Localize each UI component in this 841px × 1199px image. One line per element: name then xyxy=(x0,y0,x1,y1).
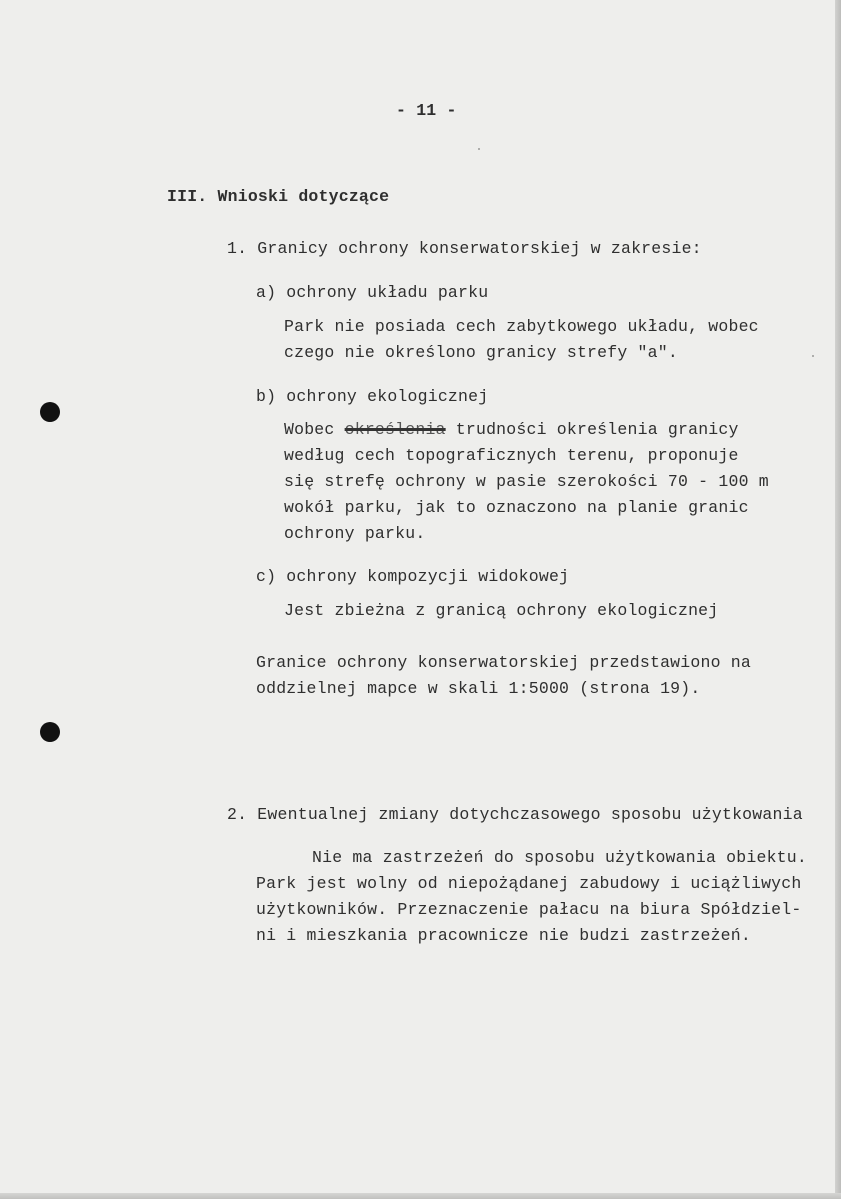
item1-summary-line: Granice ochrony konserwatorskiej przedstawiono na xyxy=(256,653,751,672)
struck-out-word: określenia xyxy=(344,420,446,439)
item1c-line: Jest zbieżna z granicą ochrony ekologicznej xyxy=(284,601,719,620)
item2-line: Nie ma zastrzeżeń do sposobu użytkowania obiektu. xyxy=(312,848,807,867)
item1c-heading: c) ochrony kompozycji widokowej xyxy=(256,567,570,586)
item1a-heading: a) ochrony układu parku xyxy=(256,283,489,302)
punch-hole-top xyxy=(40,402,60,422)
punch-hole-bottom xyxy=(40,722,60,742)
item1b-line-first-end: trudności określenia granicy xyxy=(445,420,739,439)
page-edge-right xyxy=(835,0,841,1199)
item1-summary-line: oddzielnej mapce w skali 1:5000 (strona 19). xyxy=(256,679,701,698)
item1a-line: Park nie posiada cech zabytkowego układu, wobec xyxy=(284,317,759,336)
item1b-line-first xyxy=(284,420,739,440)
item1b-line-first-start: Wobec xyxy=(284,420,345,439)
item1b-heading: b) ochrony ekologicznej xyxy=(256,387,489,406)
page-number: - 11 - xyxy=(396,101,457,120)
item1b-line: według cech topograficznych terenu, proponuje xyxy=(284,446,739,465)
item1-heading: 1. Granicy ochrony konserwatorskiej w zakresie: xyxy=(227,239,702,258)
item1b-line: się strefę ochrony w pasie szerokości 70 - 100 m xyxy=(284,472,769,491)
item2-line: Park jest wolny od niepożądanej zabudowy i uciążliwych xyxy=(256,874,802,893)
paper-speck xyxy=(478,148,480,150)
item2-line: ni i mieszkania pracownicze nie budzi zastrzeżeń. xyxy=(256,926,751,945)
item2-line: użytkowników. Przeznaczenie pałacu na biura Spółdziel- xyxy=(256,900,802,919)
item1b-line: wokół parku, jak to oznaczono na planie granic xyxy=(284,498,749,517)
item2-heading: 2. Ewentualnej zmiany dotychczasowego sposobu użytkowania xyxy=(227,805,803,824)
section-heading: III. Wnioski dotyczące xyxy=(167,187,390,206)
page-edge-bottom xyxy=(0,1193,841,1199)
paper-speck xyxy=(812,355,814,357)
item1a-line: czego nie określono granicy strefy "a". xyxy=(284,343,678,362)
item1b-line: ochrony parku. xyxy=(284,524,426,543)
